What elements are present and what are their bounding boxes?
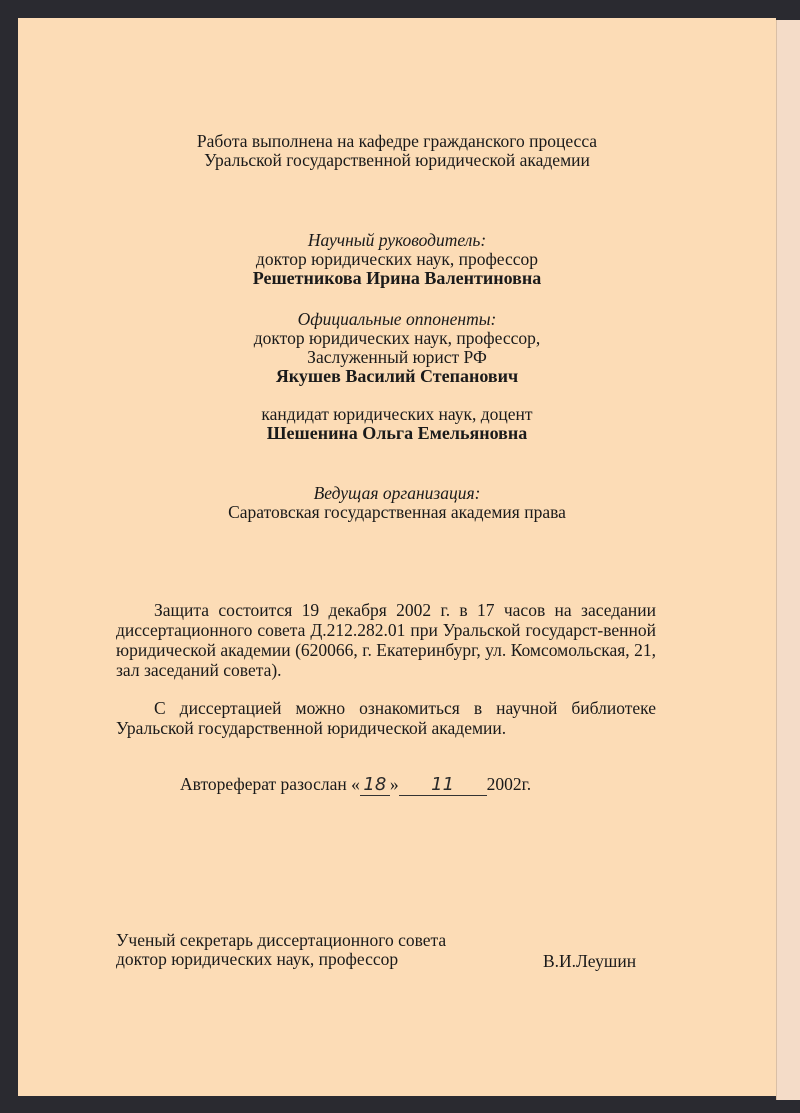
secretary-line-2: доктор юридических наук, профессор	[116, 949, 399, 969]
header-line-1: Работа выполнена на кафедре гражданского процесса	[196, 131, 598, 151]
opponents-role: Официальные оппоненты:	[297, 309, 497, 329]
document-page	[18, 18, 776, 1096]
lead-org-role: Ведущая организация:	[313, 483, 481, 503]
page-edge	[776, 20, 800, 1100]
opponent-2-name: Шешенина Ольга Емельяновна	[266, 423, 528, 443]
sent-year: 2002г.	[486, 774, 532, 794]
defense-paragraph: Защита состоится 19 декабря 2002 г. в 17 часов на заседании диссертационного совета Д.212.282.01 при Уральской государст-венной юридической академии (620066, г. Екатеринбург, ул. Комсомольская, 21, зал заседаний совета).	[116, 600, 656, 680]
sent-line	[180, 774, 531, 796]
opponents-block	[18, 310, 776, 386]
lead-org-block	[18, 484, 776, 522]
supervisor-role: Научный руководитель:	[307, 230, 487, 250]
sent-mid: »	[389, 774, 399, 794]
opponent-2-block	[18, 405, 776, 443]
header-block	[18, 132, 776, 170]
sent-prefix: Автореферат разослан «	[180, 774, 360, 794]
opponent-1-title: Заслуженный юрист РФ	[307, 347, 487, 367]
opponent-2-degree: кандидат юридических наук, доцент	[261, 404, 533, 424]
opponent-1-degree: доктор юридических наук, профессор,	[253, 328, 541, 348]
opponent-1-name: Якушев Василий Степанович	[275, 366, 519, 386]
supervisor-name: Решетникова Ирина Валентиновна	[252, 268, 542, 288]
secretary-line-1: Ученый секретарь диссертационного совета	[116, 930, 447, 950]
secretary-block	[116, 931, 446, 969]
lead-org-name: Саратовская государственная академия права	[228, 502, 566, 522]
supervisor-degree: доктор юридических наук, профессор	[255, 249, 539, 269]
sent-day: 18	[360, 774, 390, 796]
secretary-name: В.И.Леушин	[543, 951, 637, 971]
sent-month: 11	[399, 774, 487, 796]
header-line-2: Уральской государственной юридической академии	[204, 150, 590, 170]
library-paragraph: С диссертацией можно ознакомиться в научной библиотеке Уральской государственной юридической академии.	[116, 698, 656, 738]
supervisor-block	[18, 231, 776, 288]
